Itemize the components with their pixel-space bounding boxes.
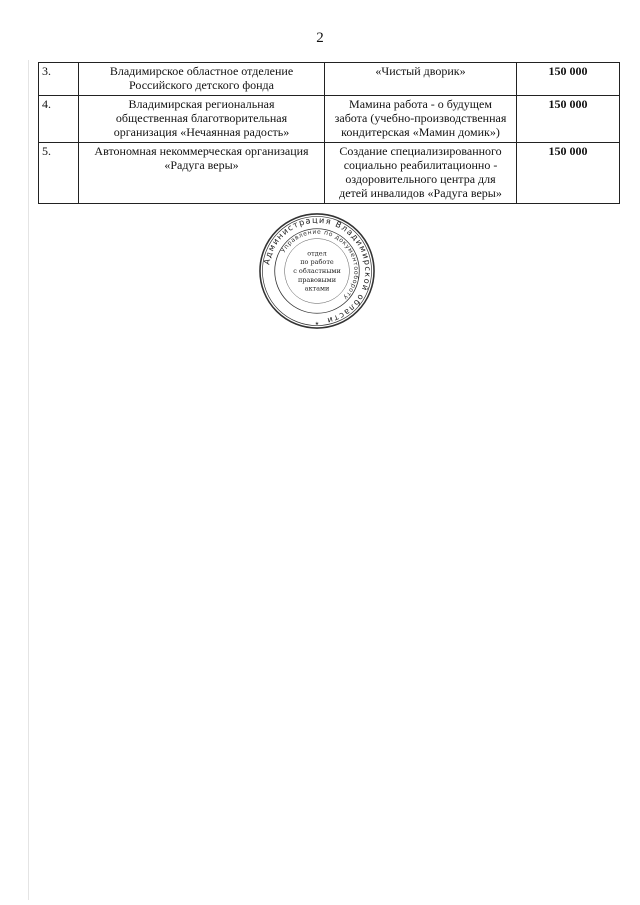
project-line: Создание специализированного — [339, 144, 502, 158]
row-number: 3. — [39, 63, 79, 96]
table-row — [39, 143, 620, 204]
stamp-center-line: с областными — [293, 266, 341, 275]
official-stamp — [258, 212, 376, 330]
project-line: социально реабилитационно - — [343, 158, 498, 172]
stamp-outer-text: Администрация Владимирской области — [261, 214, 374, 327]
amount-cell: 150 000 — [517, 96, 620, 143]
organization-cell — [79, 63, 325, 96]
amount-cell: 150 000 — [517, 63, 620, 96]
organization-line: Владимирская региональная — [128, 97, 275, 111]
project-line: забота (учебно-производственная — [334, 111, 507, 125]
organization-line: общественная благотворительная — [115, 111, 288, 125]
stamp-star-icon: ★ — [314, 321, 320, 328]
project-line: оздоровительного центра для — [345, 172, 496, 186]
project-cell — [325, 96, 517, 143]
project-cell — [325, 63, 517, 96]
amount-cell: 150 000 — [517, 143, 620, 204]
organization-line: Владимирское областное отделение — [109, 64, 294, 78]
organization-cell — [79, 143, 325, 204]
grants-table — [38, 62, 620, 204]
row-number: 4. — [39, 96, 79, 143]
stamp-center-line: актами — [304, 284, 330, 293]
organization-line: организация «Нечаянная радость» — [113, 125, 290, 139]
organization-line: Автономная некоммерческая организация — [94, 144, 309, 158]
stamp-center-line: по работе — [300, 258, 334, 267]
stamp-inner-ring-text: Управление по документообороту — [279, 228, 360, 302]
project-line: кондитерская «Мамин домик») — [341, 125, 500, 139]
project-line: детей инвалидов «Радуга веры» — [339, 186, 502, 200]
project-line: Мамина работа - о будущем — [349, 97, 492, 111]
stamp-center-line: правовыми — [297, 275, 337, 284]
table-row — [39, 63, 620, 96]
stamp-center-line: отдел — [307, 249, 327, 258]
table-row — [39, 96, 620, 143]
scan-edge-line — [28, 60, 29, 900]
organization-cell — [79, 96, 325, 143]
project-cell — [325, 143, 517, 204]
row-number: 5. — [39, 143, 79, 204]
organization-line: Российского детского фонда — [129, 78, 274, 92]
page-number: 2 — [316, 30, 324, 46]
organization-line: «Радуга веры» — [164, 158, 239, 172]
project-line: «Чистый дворик» — [375, 64, 466, 78]
